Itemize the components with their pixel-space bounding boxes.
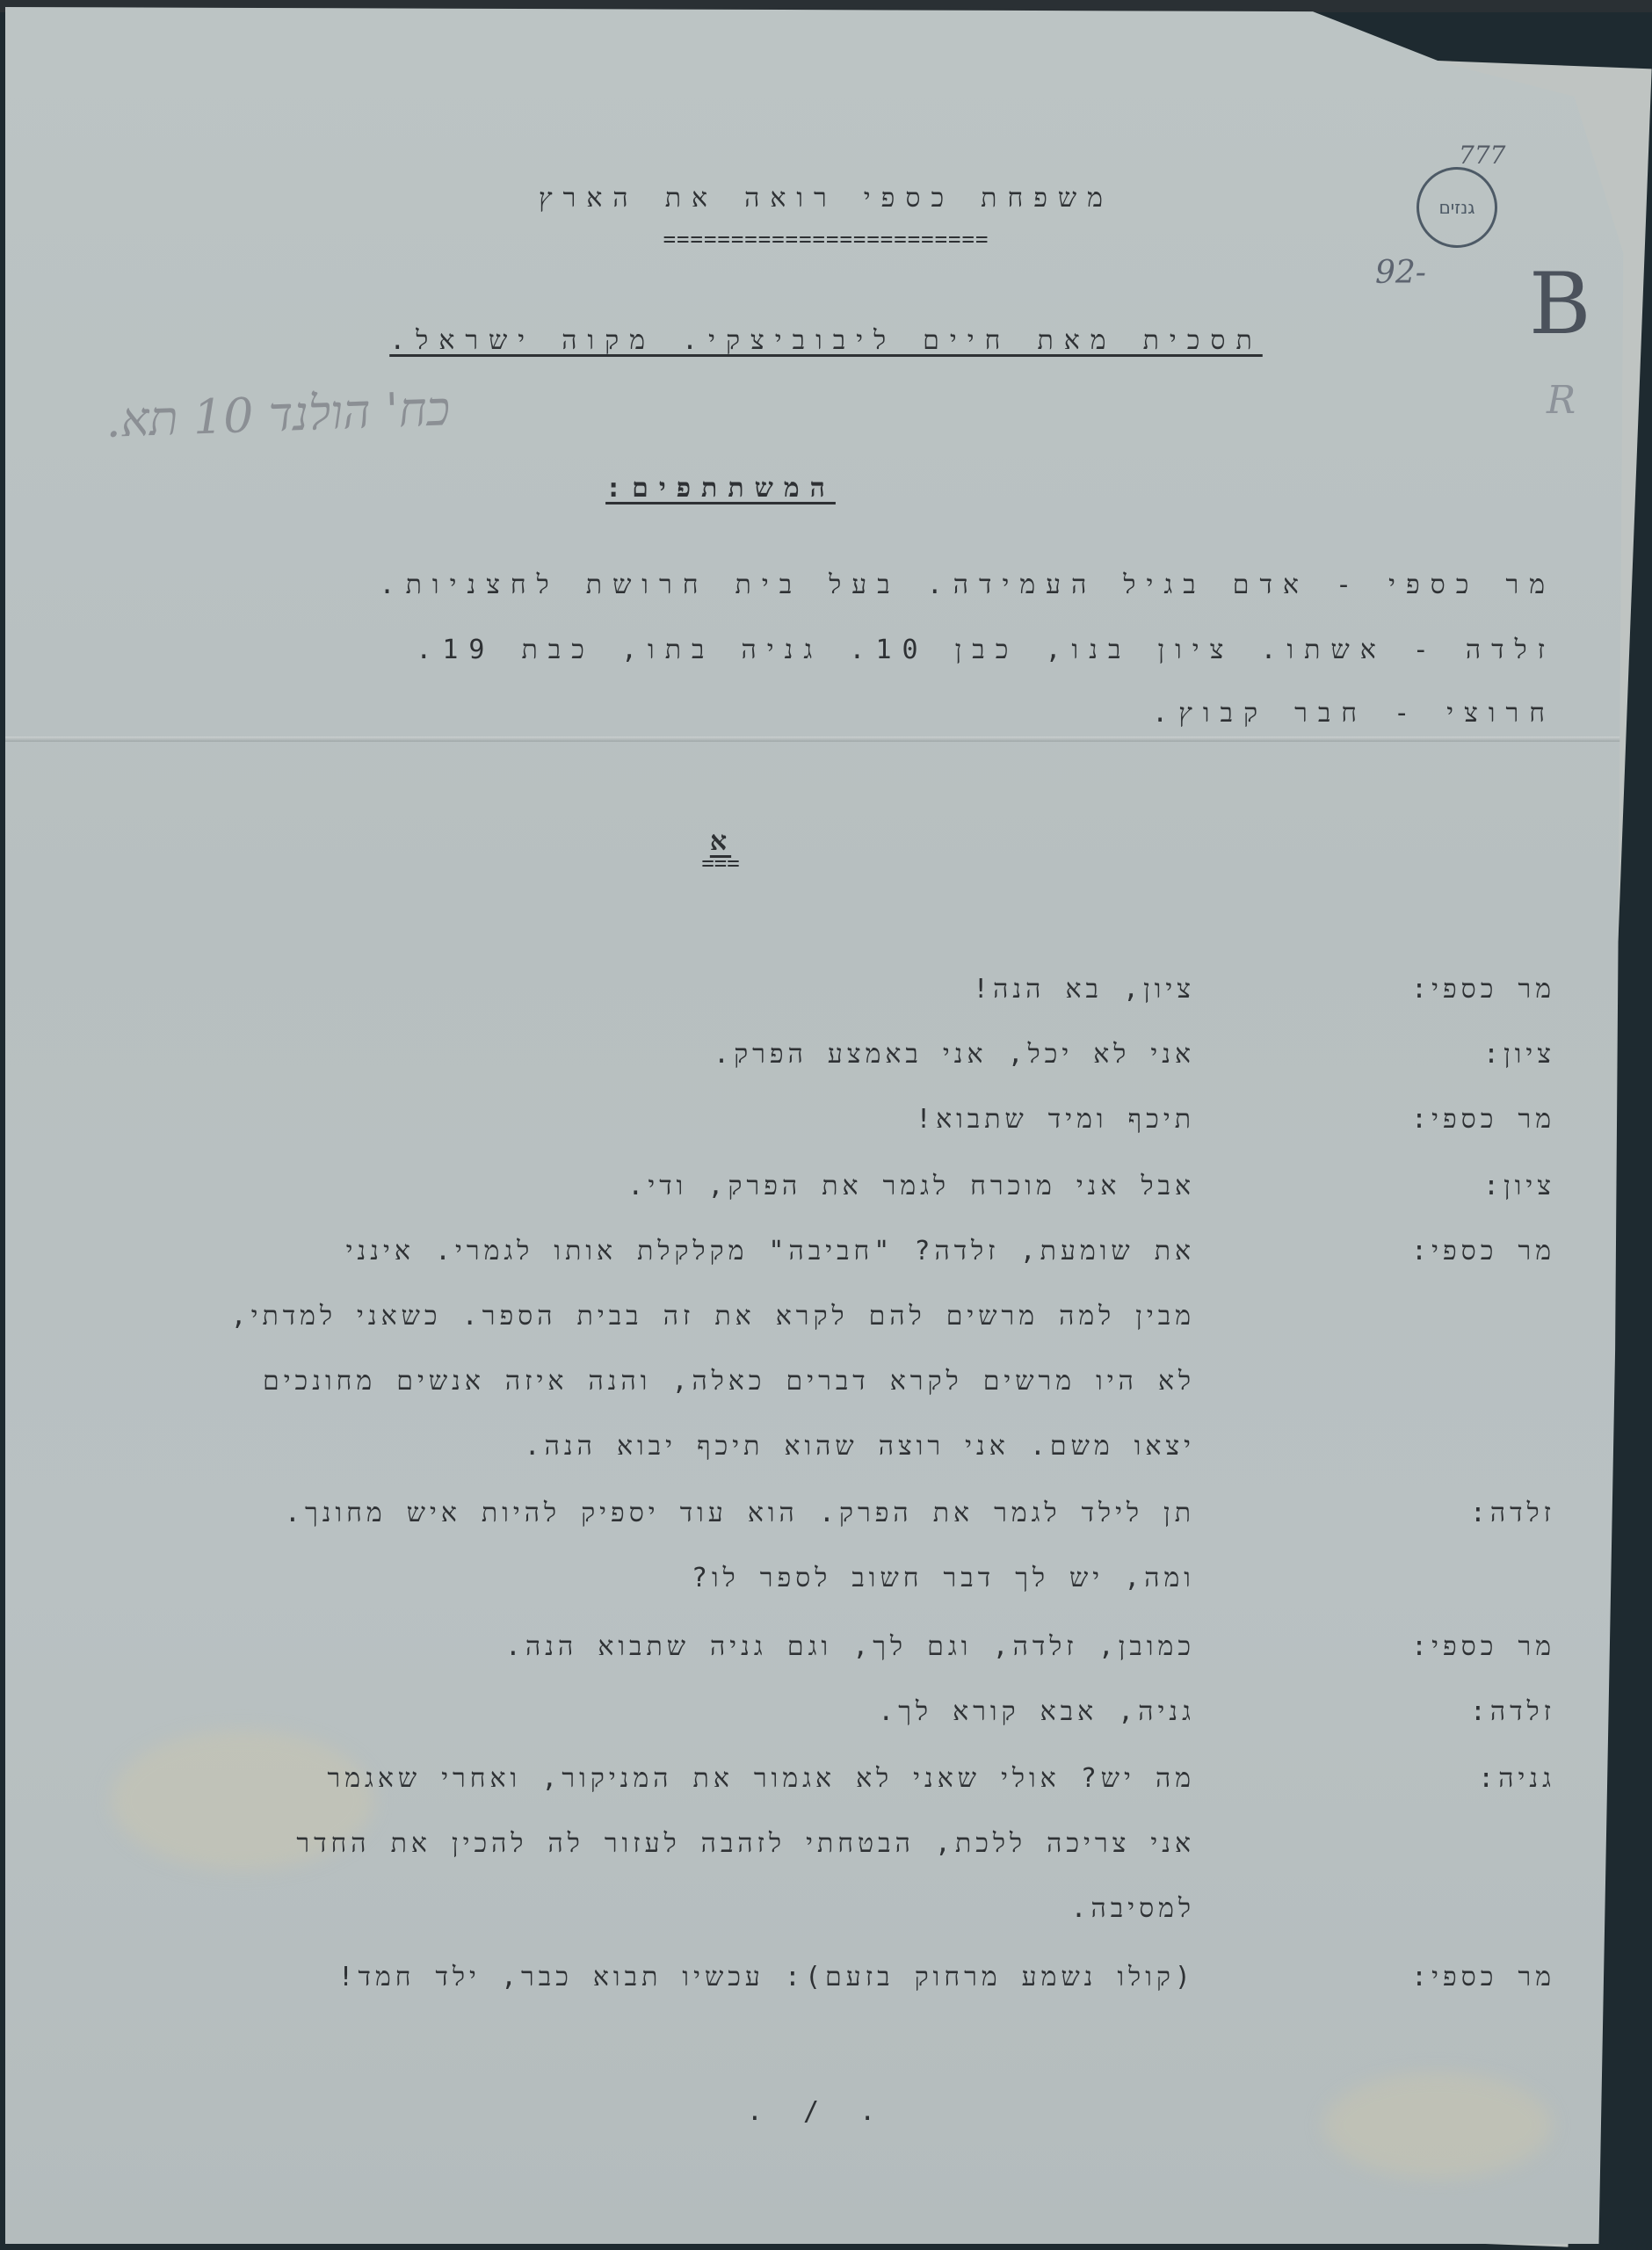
page-marker: . / . (746, 2096, 888, 2127)
speaker-label: מר כספי: (1411, 1104, 1555, 1135)
dialogue-line: יצאו משם. אני רוצה שהוא תיכף יבוא הנה. (524, 1431, 1195, 1462)
document-subtitle: תסכית מאת חיים ליבוביצקי. מקוה ישראל. (389, 325, 1263, 356)
dialogue-line: לא היו מרשים לקרא דברים כאלה, והנה איזה אנשים מחונכים (262, 1366, 1195, 1397)
paper-fold (5, 737, 1640, 742)
speaker-label: זלדה: (1469, 1696, 1555, 1727)
dialogue-line: תן לילד לגמר את הפרק. הוא עוד יספיק להיות איש מחונך. (284, 1498, 1195, 1528)
dialogue-line: מה יש? אולי שאני לא אגמור את המניקור, ואחרי שאגמר (327, 1763, 1195, 1794)
margin-code: 92- (1375, 255, 1426, 291)
speaker-label: מר כספי: (1411, 1631, 1555, 1662)
dialogue-line: למסיבה. (1070, 1893, 1195, 1924)
speaker-label: גניה: (1478, 1763, 1555, 1794)
dialogue-line: כמובן, זלדה, וגם לך, וגם גניה שתבוא הנה. (504, 1631, 1195, 1662)
speaker-label: מר כספי: (1411, 1962, 1555, 1992)
margin-number: 777 (1459, 141, 1506, 170)
speaker-label: ציון: (1483, 1171, 1555, 1201)
document-title: משפחת כספי רואה את הארץ (539, 183, 1113, 214)
speaker-label: זלדה: (1469, 1498, 1555, 1528)
speaker-label: מר כספי: (1411, 974, 1555, 1005)
participant-row: מר כספי - אדם בגיל העמידה. בעל בית חרושת לחצניות. (379, 570, 1555, 600)
scene-label: א (709, 826, 732, 857)
margin-letter: B (1529, 255, 1591, 353)
archive-stamp: גנזים (1417, 167, 1497, 248)
dialogue-line: ציון, בא הנה! (973, 974, 1195, 1005)
participant-row: חרוצי - חבר קבוץ. (1152, 698, 1555, 729)
dialogue-line: ומה, יש לך דבר חשוב לספר לו? (691, 1563, 1195, 1593)
margin-letter-small: R (1547, 378, 1576, 423)
participant-row: זלדה - אשתו. ציון בנו, כבן 10. גניה בתו, כבת 19. (416, 635, 1555, 665)
dialogue-line: תיכף ומיד שתבוא! (916, 1104, 1195, 1135)
dialogue-line: אני לא יכל, אני באמצע הפרק. (714, 1039, 1195, 1070)
dialogue-line: גניה, אבא קורא לך. (878, 1696, 1195, 1727)
dialogue-line: (קולו נשמע מרחוק בזעם): עכשיו תבוא כבר, ילד חמד! (337, 1962, 1195, 1992)
speaker-label: מר כספי: (1411, 1236, 1555, 1267)
dialogue-line: אבל אני מוכרח לגמר את הפרק, ודי. (627, 1171, 1195, 1201)
dialogue-line: אני צריכה ללכת, הבטחתי לזהבה לעזור לה להכין את החדר (296, 1828, 1195, 1859)
handwritten-note: כח' הולנד 10 תא. (105, 381, 452, 448)
dialogue-line: את שומעת, זלדה? "חביבה" מקלקלת אותו לגמרי. אינני (345, 1236, 1195, 1267)
dialogue-line: מבין למה מרשים להם לקרא את זה בבית הספר. כשאני למדתי, (230, 1301, 1195, 1332)
speaker-label: ציון: (1483, 1039, 1555, 1070)
scene-rule: === (701, 851, 740, 875)
participants-heading: המשתתפים: (605, 473, 836, 504)
title-rule: ======================== (663, 227, 989, 251)
